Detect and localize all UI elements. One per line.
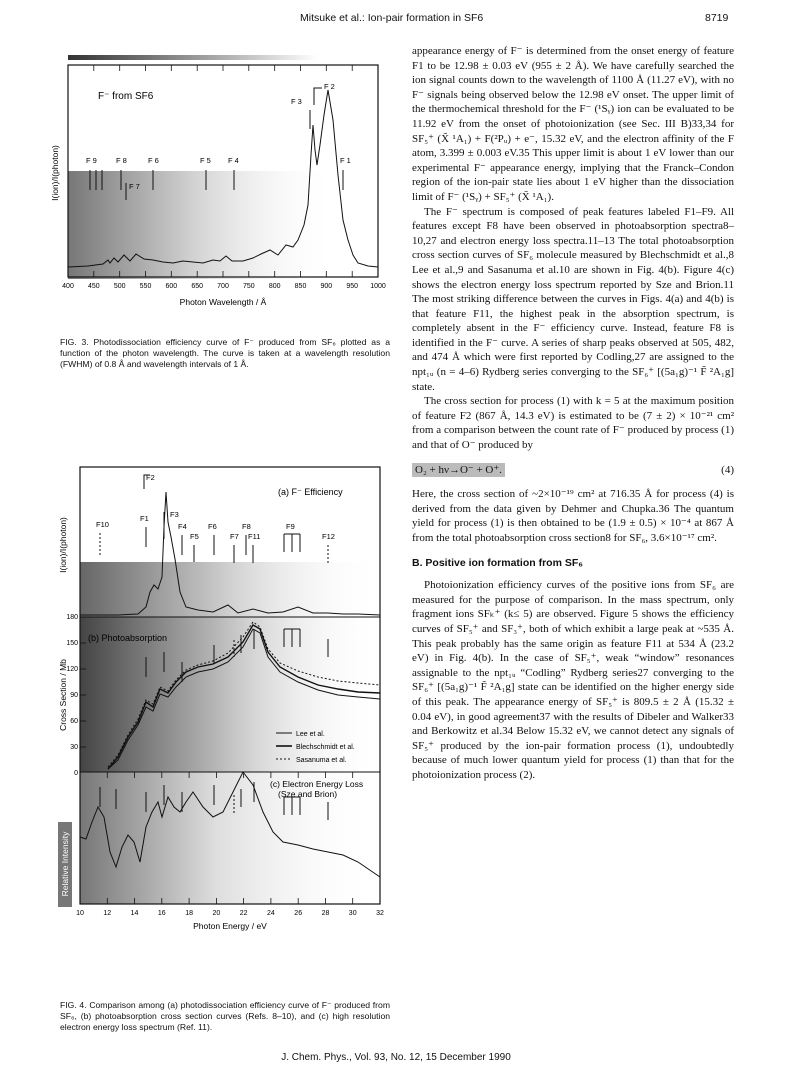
figure-4 xyxy=(58,467,398,957)
x-tick: 500 xyxy=(113,283,126,290)
panel-b-label: (b) Photoabsorption xyxy=(88,633,168,643)
legend-lee: Lee et al. xyxy=(296,731,325,738)
x-tick: 800 xyxy=(268,283,281,290)
x-tick: 20 xyxy=(212,910,221,917)
x-tick: 750 xyxy=(242,283,255,290)
feature-label-f3: F3 xyxy=(170,510,179,519)
x-tick: 24 xyxy=(267,910,275,917)
x-tick: 700 xyxy=(217,283,229,290)
feature-label-f11: F11 xyxy=(248,532,261,541)
x-tick: 10 xyxy=(76,910,84,917)
feature-label-f4: F4 xyxy=(178,522,187,531)
x-tick: 22 xyxy=(239,910,248,917)
equation-expression: O₂ + hν→O⁻ + O⁺. xyxy=(412,463,505,478)
x-tick: 550 xyxy=(139,283,152,290)
y-tick: 150 xyxy=(66,640,78,647)
y-tick: 120 xyxy=(66,666,78,673)
x-tick: 900 xyxy=(320,283,333,290)
feature-label-f9: F 9 xyxy=(86,156,97,165)
x-tick: 32 xyxy=(376,910,384,917)
feature-label-f8: F 8 xyxy=(116,156,127,165)
feature-label-f1: F 1 xyxy=(340,156,351,165)
y-tick: 90 xyxy=(70,692,78,699)
journal-footer: J. Chem. Phys., Vol. 93, No. 12, 15 December 1990 xyxy=(281,1052,511,1063)
legend-sasanuma: Sasanuma et al. xyxy=(296,757,347,764)
x-tick: 400 xyxy=(62,283,74,290)
section-heading: B. Positive ion formation from SF₆ xyxy=(412,556,584,569)
x-tick: 14 xyxy=(130,910,139,917)
feature-label-f8: F8 xyxy=(242,522,251,531)
panel-c-label: (c) Electron Energy Loss xyxy=(270,779,364,789)
x-tick: 850 xyxy=(294,283,307,290)
feature-label-f5: F 5 xyxy=(200,156,211,165)
body-text-column xyxy=(412,44,734,783)
legend-blechschmidt: Blechschmidt et al. xyxy=(296,744,355,751)
y-tick: 180 xyxy=(66,614,78,621)
figure-3 xyxy=(50,55,398,317)
running-header: Mitsuke et al.: Ion-pair formation in SF6 xyxy=(300,12,484,24)
y-tick: 30 xyxy=(70,744,78,751)
feature-label-f5: F5 xyxy=(190,532,199,541)
y-tick: 60 xyxy=(70,718,78,725)
x-axis-label: Photon Energy / eV xyxy=(193,921,267,931)
feature-label-f2: F2 xyxy=(146,473,155,482)
figure-3-caption: FIG. 3. Photodissociation efficiency curve of F⁻ produced from SF₆ plotted as a function of the photon wavelength. The curve is taken at a wavelength resolution (FWHM) of 0.8 Å and wavelength intervals of 1 Å. xyxy=(60,337,390,369)
figure-4-caption: FIG. 4. Comparison among (a) photodissociation efficiency curve of F⁻ produced from SF₆, (b) photoabsorption cross section curves (Refs. 8–10), and (c) high resolution electron energy loss spectrum (Ref. 11). xyxy=(60,1000,390,1032)
x-tick: 12 xyxy=(103,910,112,917)
x-tick-labels xyxy=(62,283,386,290)
paragraph: Photoionization efficiency curves of the positive ions from SF₆ are measured for the purpose of comparison. In the mass spectrum, only fragment ions SFₖ⁺ (k≤ 5) are observed. Figure 5 shows the efficiency curves of SF₅⁺ and SF₃⁺, both of which exhibit a large peak at ~535 Å. This peak probably has the same origin as feature F11 at 534 Å (23.2 eV) in Fig. 4(b). In the case of SF₅⁺, weak “window” resonances assignable to the npt₁ᵤ “Codling” Rydberg series27 converging to the SF₆⁺ [(5a₁g)⁻¹ F̃ ²A₁g] state can be identified on the higher energy side of this peak. The appearance energy of SF₅⁺ is 809.5 ± 2 Å (15.32 ± 0.04 eV), in good agreement37 with the results of Dibeler and Walker33 and Berkowitz et al.34 Below 15.32 eV, we cannot detect any signals of SF₅⁺ produced by the ion-pair formation process (1), undoubtedly because of much lower quantum yield for process (1) than that for the photoionization process (2). xyxy=(412,579,734,781)
equation-4 xyxy=(412,463,734,478)
x-tick: 28 xyxy=(321,910,330,917)
equation-number: (4) xyxy=(721,463,734,476)
feature-label-f3: F 3 xyxy=(291,97,302,106)
panel-b-y-axis-label: Cross Section / Mb xyxy=(58,659,68,731)
x-tick: 26 xyxy=(294,910,303,917)
panel-a-y-axis-label: I(ion)/I(photon) xyxy=(58,517,68,573)
panel-c-sublabel: (Sze and Brion) xyxy=(278,789,338,799)
feature-label-f4: F 4 xyxy=(228,156,239,165)
x-tick: 450 xyxy=(87,283,100,290)
paragraph: The cross section for process (1) with k = 5 at the maximum position of feature F2 (867 Å, 14.3 eV) is estimated to be (7 ± 2) × 10⁻²¹ cm² from a comparison between the count rate of F⁻ produced by process (1) and that of O⁻ produced by xyxy=(412,395,734,452)
paragraph: appearance energy of F⁻ is determined from the onset energy of feature F1 to be 12.98 ± 0.03 eV (955 ± 2 Å). We have carefully searched the ion signal counts down to the wavelength of 1100 Å (11.27 eV), with no F⁻ signals being observed below the 12.98 eV onset. The upper limit of the thermochemical threshold for the F⁻ (¹Sᵧ) ion can be evaluated to be 11.92 eV from the onset of photoionization (see Sec. III B)33,34 for SF₅⁺ (X̃ ¹A₁) + F(²Pᵤ) + e⁻, 15.32 eV, and the electron affinity of the F atom, 3.399 ± 0.003 eV.35 This upper limit is about 1 eV lower than our experimental F⁻ appearance energy, implying that the Franck–Condon region of the ion-pair state lies about 1 eV higher than the dissociation limit of F⁻ (¹Sᵧ) + SF₅⁺ (X̃ ¹A₁). xyxy=(412,45,734,203)
feature-label-f9: F9 xyxy=(286,522,295,531)
page-number: 8719 xyxy=(705,12,729,24)
feature-label-f2: F 2 xyxy=(324,82,335,91)
paragraph: The F⁻ spectrum is composed of peak features labeled F1–F9. All features except F8 have been observed in photoabsorption spectra8–10,27 and electron energy loss spectra.11–13 The total photoabsorption cross section curves of SF₆ molecule measured by Blechschmidt et al.,8 Lee et al.,9 and Sasanuma et al.10 are shown in Fig. 4(b). Figure 4(c) shows the electron energy loss spectrum reported by Sze and Brion.11 The most striking difference between the curves in Figs. 4(a) and 4(b) is that feature F11, the highest peak in the absorption spectrum, is completely absent in the F⁻ efficiency curve. Instead, feature F8 is identified in the F⁻ curve. A series of sharp peaks observed at 505, 482, and 474 Å which were first reported by Codling,27 are assigned to the npt₁ᵤ (n = 4–6) Rydberg series converging to the SF₆⁺ [(5a₁g)⁻¹ F̃ ²A₁g] state. xyxy=(412,205,734,393)
x-tick: 1000 xyxy=(370,283,386,290)
x-tick: 18 xyxy=(185,910,193,917)
feature-label-f6: F 6 xyxy=(148,156,159,165)
x-tick: 30 xyxy=(348,910,357,917)
x-tick: 600 xyxy=(165,283,178,290)
feature-label-f7: F 7 xyxy=(129,182,140,191)
panel-c-y-axis-label: Relative Intensity xyxy=(60,831,70,897)
feature-label-f6: F6 xyxy=(208,522,217,531)
panel-a-label: (a) F⁻ Efficiency xyxy=(278,487,343,497)
x-tick: 650 xyxy=(191,283,204,290)
y-axis-label: I(ion)/I(photon) xyxy=(50,145,60,201)
x-axis-label: Photon Wavelength / Å xyxy=(179,297,267,307)
feature-label-f10: F10 xyxy=(96,520,109,529)
y-tick: 0 xyxy=(74,770,78,777)
feature-label-f7: F7 xyxy=(230,532,239,541)
feature-label-f1: F1 xyxy=(140,514,149,523)
legend-label: F⁻ from SF6 xyxy=(98,91,154,102)
x-tick: 950 xyxy=(346,283,359,290)
paragraph: Here, the cross section of ~2×10⁻¹⁹ cm² at 716.35 Å for process (4) is derived from the data given by Dehmer and Chupka.36 The quantum yield for process (1) is then obtained to be (1.9 ± 0.5) × 10⁻⁴ at 867 Å from the total photoabsorption cross section8 for SF₆, 3.6×10⁻¹⁷ cm². xyxy=(412,488,734,544)
x-tick: 16 xyxy=(157,910,166,917)
feature-label-f12: F12 xyxy=(322,532,335,541)
